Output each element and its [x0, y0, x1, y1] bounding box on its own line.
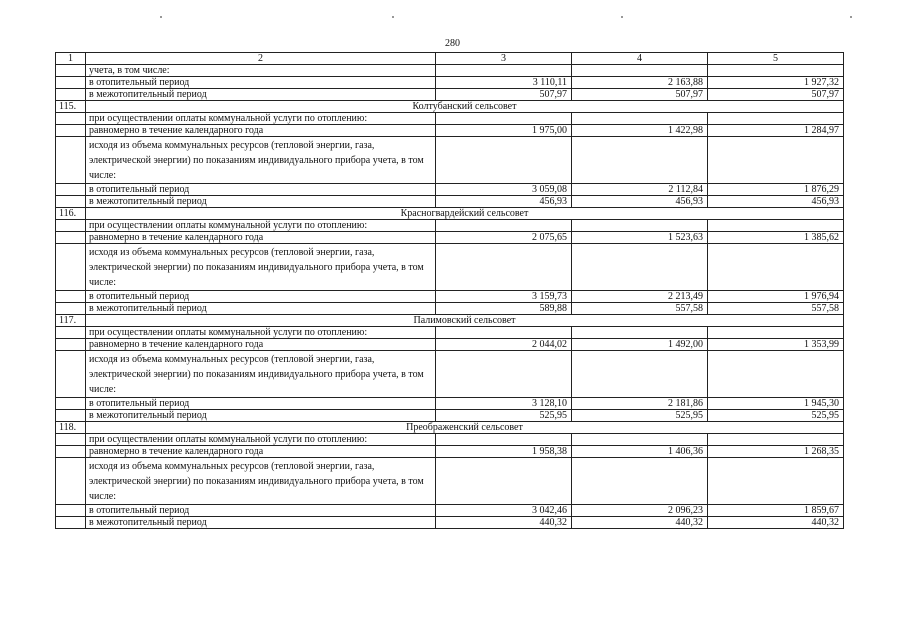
table-row: [56, 184, 844, 196]
value-cell: 557,58: [708, 303, 844, 315]
row-label: равномерно в течение календарного года: [86, 339, 436, 351]
column-header: 4: [572, 53, 708, 65]
table-row: [56, 303, 844, 315]
row-label: в межотопительный период: [86, 517, 436, 529]
table-row: [56, 398, 844, 410]
row-label: равномерно в течение календарного года: [86, 125, 436, 137]
value-cell: 1 859,67: [708, 505, 844, 517]
row-label: исходя из объема коммунальных ресурсов (тепловой энергии, газа, электрической энергии) по показаниям индивидуального прибора учета, в том числе:: [86, 351, 436, 398]
row-label: при осуществлении оплаты коммунальной услуги по отоплению:: [86, 220, 436, 232]
row-label: в межотопительный период: [86, 303, 436, 315]
table-row: [56, 339, 844, 351]
table-row: [56, 137, 844, 184]
table-row: [56, 77, 844, 89]
table-row: [56, 244, 844, 291]
tariff-table: [55, 52, 844, 529]
value-cell: 1 353,99: [708, 339, 844, 351]
table-row: [56, 410, 844, 422]
value-cell: 1 422,98: [572, 125, 708, 137]
table-row: [56, 65, 844, 77]
row-index: 118.: [56, 422, 86, 434]
value-cell: 1 927,32: [708, 77, 844, 89]
table-row: [56, 125, 844, 137]
value-cell: 440,32: [572, 517, 708, 529]
value-cell: 440,32: [708, 517, 844, 529]
table-row: [56, 446, 844, 458]
table-row: [56, 458, 844, 505]
scan-dot: [160, 16, 162, 18]
section-header-row: [56, 315, 844, 327]
row-index: 117.: [56, 315, 86, 327]
table-row: [56, 351, 844, 398]
row-index: 116.: [56, 208, 86, 220]
scan-dot: [621, 16, 623, 18]
section-title: Преображенский сельсовет: [86, 422, 844, 434]
column-header: 5: [708, 53, 844, 65]
row-label: в отопительный период: [86, 398, 436, 410]
value-cell: 456,93: [572, 196, 708, 208]
value-cell: 525,95: [572, 410, 708, 422]
column-header: 2: [86, 53, 436, 65]
value-cell: 1 975,00: [436, 125, 572, 137]
table-header-row: [56, 53, 844, 65]
value-cell: 1 958,38: [436, 446, 572, 458]
row-label: при осуществлении оплаты коммунальной услуги по отоплению:: [86, 434, 436, 446]
value-cell: 2 213,49: [572, 291, 708, 303]
table-row: [56, 327, 844, 339]
value-cell: 1 492,00: [572, 339, 708, 351]
section-title: Красногвардейский сельсовет: [86, 208, 844, 220]
row-label: при осуществлении оплаты коммунальной услуги по отоплению:: [86, 113, 436, 125]
value-cell: 440,32: [436, 517, 572, 529]
value-cell: 2 096,23: [572, 505, 708, 517]
value-cell: 589,88: [436, 303, 572, 315]
value-cell: 1 406,36: [572, 446, 708, 458]
scan-dot: [392, 16, 394, 18]
table-row: [56, 505, 844, 517]
table-row: [56, 232, 844, 244]
table-row: [56, 220, 844, 232]
value-cell: 1 268,35: [708, 446, 844, 458]
value-cell: 1 523,63: [572, 232, 708, 244]
value-cell: 1 976,94: [708, 291, 844, 303]
value-cell: 1 284,97: [708, 125, 844, 137]
value-cell: 456,93: [436, 196, 572, 208]
row-label: в межотопительный период: [86, 89, 436, 101]
column-header: 3: [436, 53, 572, 65]
value-cell: 2 163,88: [572, 77, 708, 89]
table-row: [56, 89, 844, 101]
value-cell: 3 128,10: [436, 398, 572, 410]
table-row: [56, 517, 844, 529]
value-cell: 1 385,62: [708, 232, 844, 244]
row-label: в отопительный период: [86, 505, 436, 517]
value-cell: 2 044,02: [436, 339, 572, 351]
value-cell: 507,97: [436, 89, 572, 101]
section-header-row: [56, 101, 844, 113]
row-label: в отопительный период: [86, 184, 436, 196]
value-cell: 456,93: [708, 196, 844, 208]
scan-dot: [850, 16, 852, 18]
value-cell: 525,95: [436, 410, 572, 422]
table-row: [56, 113, 844, 125]
value-cell: 557,58: [572, 303, 708, 315]
row-label: в межотопительный период: [86, 196, 436, 208]
value-cell: 3 059,08: [436, 184, 572, 196]
row-label: исходя из объема коммунальных ресурсов (тепловой энергии, газа, электрической энергии) по показаниям индивидуального прибора учета, в том числе:: [86, 458, 436, 505]
row-label: в отопительный период: [86, 291, 436, 303]
table-row: [56, 196, 844, 208]
row-label: при осуществлении оплаты коммунальной услуги по отоплению:: [86, 327, 436, 339]
section-header-row: [56, 208, 844, 220]
row-label: в межотопительный период: [86, 410, 436, 422]
column-header: 1: [56, 53, 86, 65]
row-label: учета, в том числе:: [86, 65, 436, 77]
row-label: исходя из объема коммунальных ресурсов (тепловой энергии, газа, электрической энергии) по показаниям индивидуального прибора учета, в том числе:: [86, 244, 436, 291]
table-row: [56, 434, 844, 446]
row-index: 115.: [56, 101, 86, 113]
table-row: [56, 291, 844, 303]
row-label: в отопительный период: [86, 77, 436, 89]
section-title: Колтубанский сельсовет: [86, 101, 844, 113]
value-cell: 3 042,46: [436, 505, 572, 517]
page-number: 280: [445, 38, 460, 49]
value-cell: 3 110,11: [436, 77, 572, 89]
value-cell: 525,95: [708, 410, 844, 422]
row-label: равномерно в течение календарного года: [86, 446, 436, 458]
value-cell: 2 181,86: [572, 398, 708, 410]
section-header-row: [56, 422, 844, 434]
row-label: равномерно в течение календарного года: [86, 232, 436, 244]
value-cell: 507,97: [572, 89, 708, 101]
value-cell: 2 075,65: [436, 232, 572, 244]
value-cell: 3 159,73: [436, 291, 572, 303]
value-cell: 1 945,30: [708, 398, 844, 410]
row-label: исходя из объема коммунальных ресурсов (тепловой энергии, газа, электрической энергии) по показаниям индивидуального прибора учета, в том числе:: [86, 137, 436, 184]
value-cell: 1 876,29: [708, 184, 844, 196]
value-cell: 507,97: [708, 89, 844, 101]
section-title: Палимовский сельсовет: [86, 315, 844, 327]
value-cell: 2 112,84: [572, 184, 708, 196]
